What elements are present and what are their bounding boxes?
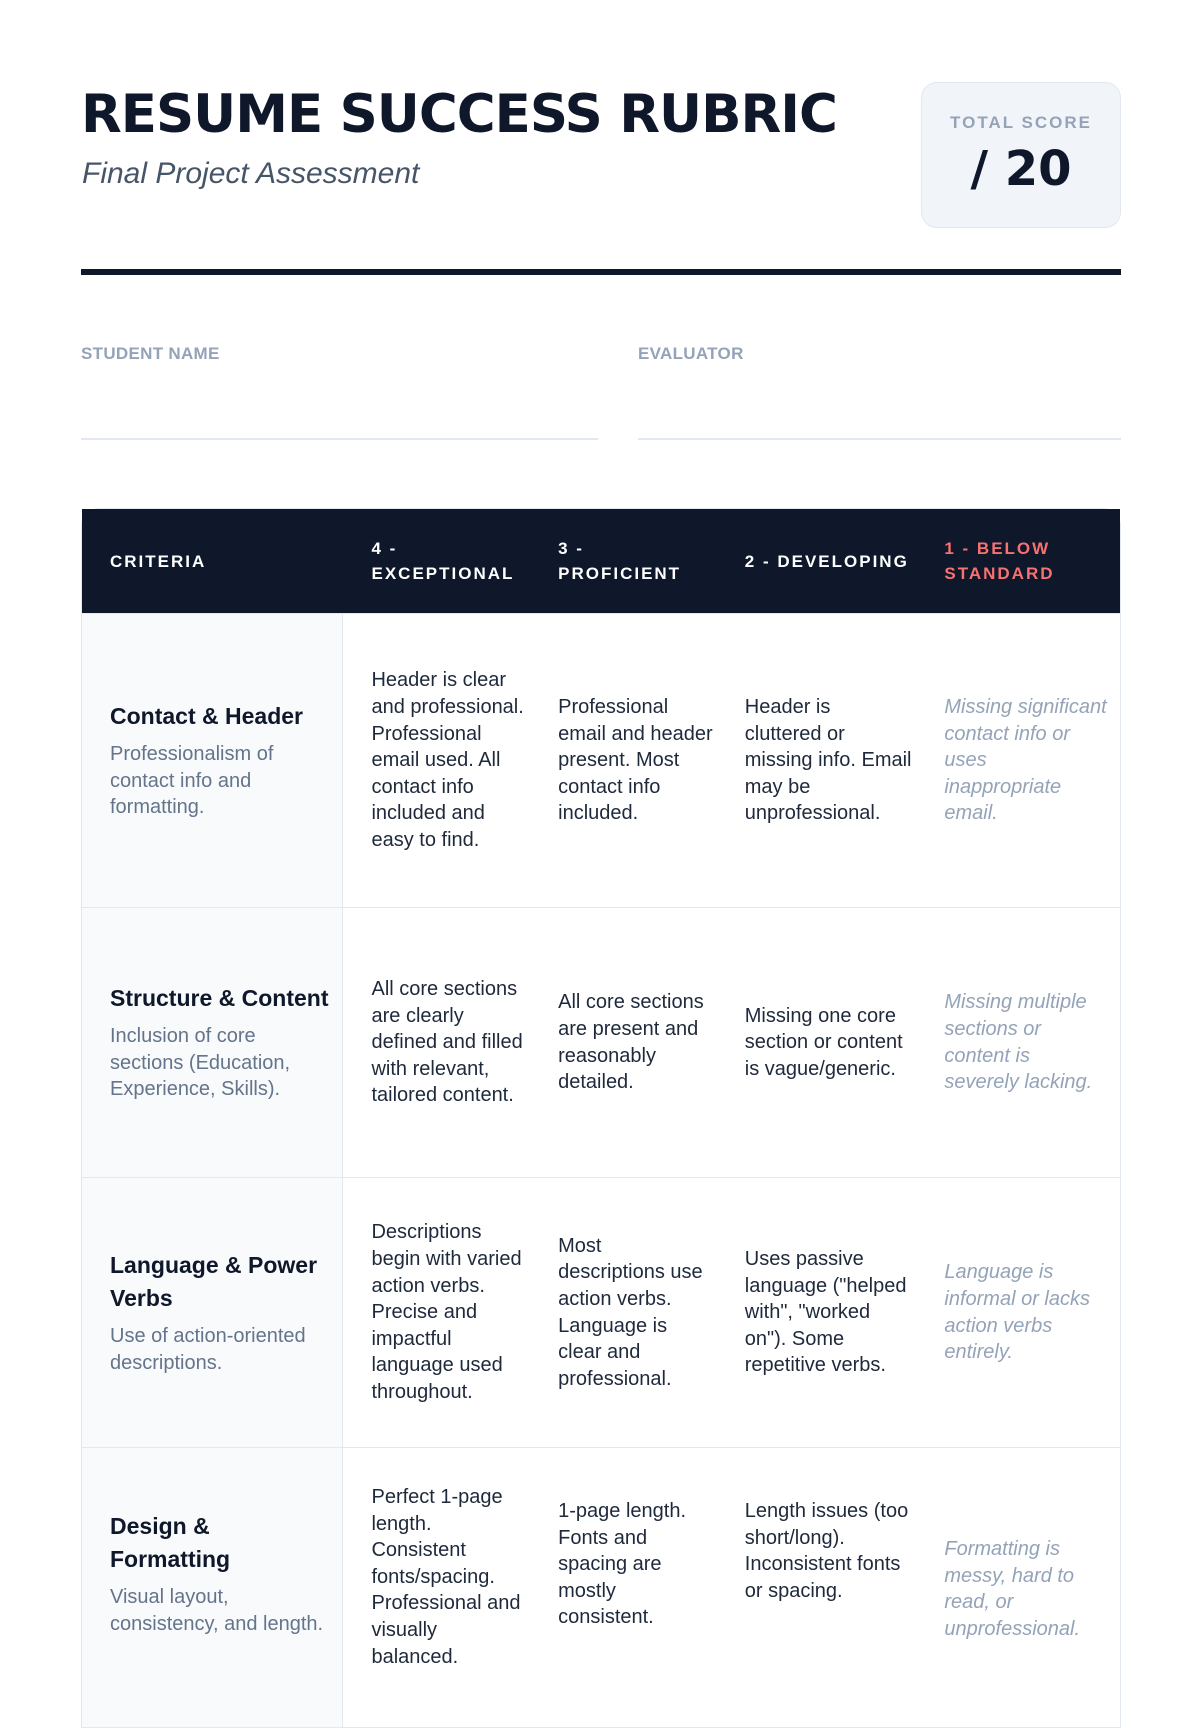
page-title: RESUME SUCCESS RUBRIC — [81, 84, 837, 145]
criterion-description: Inclusion of core sections (Education, Experience, Skills). — [110, 1025, 291, 1101]
proficient-cell: 1-page length. Fonts and spacing are mostly consistent. — [558, 1500, 687, 1629]
student-name-field[interactable] — [81, 344, 598, 440]
header-criteria: CRITERIA — [110, 551, 207, 571]
header-below-standard: 1 - BELOW STANDARD — [944, 539, 1055, 583]
criterion-title: Structure & Content — [110, 985, 329, 1012]
criteria-cell — [82, 908, 343, 1177]
exceptional-cell: Descriptions begin with varied action verbs. Precise and impactful language used throughout. — [371, 1221, 522, 1403]
developing-cell: Header is cluttered or missing info. Email may be unprofessional. — [744, 696, 912, 825]
total-score-box — [921, 82, 1121, 228]
criteria-cell — [82, 1448, 343, 1727]
table-row — [82, 907, 1120, 1177]
developing-cell: Missing one core section or content is vague/generic. — [744, 1004, 903, 1080]
proficient-cell: All core sections are present and reasonably detailed. — [558, 991, 704, 1094]
exceptional-cell: Header is clear and professional. Professional email used. All contact info included and easy to find. — [371, 669, 524, 851]
table-row — [82, 1177, 1120, 1447]
below-standard-cell: Formatting is messy, hard to read, or unprofessional. — [944, 1538, 1081, 1640]
header-proficient: 3 - PROFICIENT — [558, 539, 682, 583]
total-score-label: TOTAL SCORE — [950, 113, 1092, 132]
below-standard-cell: Missing significant contact info or uses inappropriate email. — [944, 696, 1107, 825]
exceptional-cell: All core sections are clearly defined and filled with relevant, tailored content. — [371, 978, 523, 1107]
criterion-title: Language & Power Verbs — [110, 1251, 318, 1311]
criterion-title: Contact & Header — [110, 703, 303, 730]
criterion-description: Visual layout, consistency, and length. — [110, 1586, 324, 1635]
below-standard-cell: Missing multiple sections or content is severely lacking. — [944, 991, 1093, 1094]
developing-cell: Uses passive language ("helped with", "worked on"). Some repetitive verbs. — [744, 1248, 907, 1377]
rubric-table — [81, 508, 1121, 1728]
evaluator-field[interactable] — [638, 344, 1121, 440]
table-row — [82, 613, 1120, 907]
header-divider — [81, 269, 1121, 275]
proficient-cell: Most descriptions use action verbs. Language is clear and professional. — [558, 1234, 703, 1390]
exceptional-cell: Perfect 1-page length. Consistent fonts/spacing. Professional and visually balanced. — [371, 1486, 521, 1668]
header-exceptional: 4 - EXCEPTIONAL — [371, 539, 515, 583]
evaluator-label: EVALUATOR — [638, 344, 744, 363]
header-developing: 2 - DEVELOPING — [744, 551, 909, 571]
criteria-cell — [82, 614, 343, 907]
below-standard-cell: Language is informal or lacks action verbs entirely. — [944, 1261, 1090, 1364]
student-name-label: STUDENT NAME — [81, 344, 220, 363]
total-score-value: / 20 — [970, 141, 1072, 197]
developing-cell: Length issues (too short/long). Inconsistent fonts or spacing. — [744, 1500, 909, 1602]
proficient-cell: Professional email and header present. Most contact info included. — [558, 696, 713, 825]
rubric-header-row — [82, 509, 1120, 613]
criterion-description: Professionalism of contact info and formatting. — [110, 743, 274, 819]
page-subtitle: Final Project Assessment — [82, 157, 420, 190]
criterion-description: Use of action-oriented descriptions. — [110, 1324, 306, 1374]
criterion-title: Design & Formatting — [110, 1513, 231, 1572]
table-row — [82, 1447, 1120, 1727]
criteria-cell — [82, 1178, 343, 1447]
